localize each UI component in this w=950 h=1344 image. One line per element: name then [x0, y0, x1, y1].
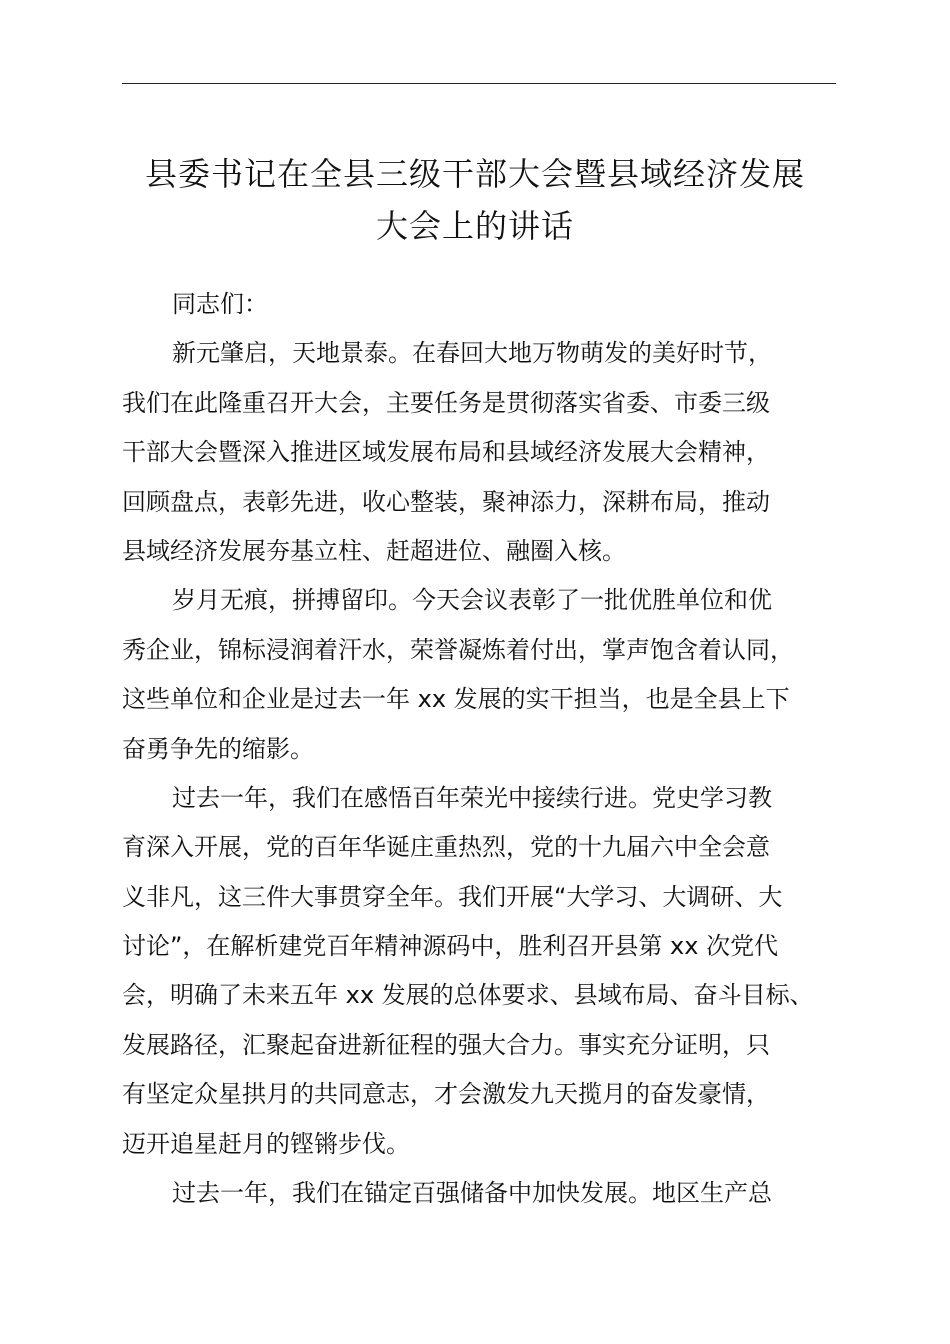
paragraph-line: 义非凡，这三件大事贯穿全年。我们开展“大学习、大调研、大 — [122, 882, 783, 911]
paragraph-line: 过去一年，我们在感悟百年荣光中接续行进。党史学习教 — [172, 783, 772, 812]
title-line: 大会上的讲话 — [375, 207, 574, 245]
paragraph-line: 会，明确了未来五年 xx 发展的总体要求、县域布局、奋斗目标、 — [122, 981, 814, 1010]
paragraph-line: 我们在此隆重召开大会，主要任务是贯彻落实省委、市委三级 — [122, 388, 770, 417]
paragraph-line: 讨论”，在解析建党百年精神源码中，胜利召开县第 xx 次党代 — [122, 932, 779, 961]
paragraph-line: 有坚定众星拱月的共同意志，才会激发九天揽月的奋发豪情， — [122, 1080, 770, 1109]
paragraph-line: 回顾盘点，表彰先进，收心整装，聚神添力，深耕布局，推动 — [122, 487, 770, 516]
paragraph-line: 这些单位和企业是过去一年 xx 发展的实干担当，也是全县上下 — [122, 685, 790, 714]
paragraph-line: 秀企业，锦标浸润着汗水，荣誉凝炼着付出，掌声饱含着认同， — [122, 635, 794, 664]
paragraph-line: 育深入开展，党的百年华诞庄重热烈，党的十九届六中全会意 — [122, 833, 770, 862]
paragraph-line: 岁月无痕，拼搏留印。今天会议表彰了一批优胜单位和优 — [172, 586, 772, 615]
paragraph-line: 迈开追星赶月的铿锵步伐。 — [122, 1129, 410, 1158]
paragraph-line: 县域经济发展夯基立柱、赶超进位、融圈入核。 — [122, 536, 626, 565]
paragraph-line: 发展路径，汇聚起奋进新征程的强大合力。事实充分证明，只 — [122, 1030, 770, 1059]
document-body — [122, 280, 836, 1218]
paragraph-line: 新元肇启，天地景泰。在春回大地万物萌发的美好时节， — [172, 339, 772, 368]
document-title — [100, 148, 850, 252]
salutation-line: 同志们： — [172, 290, 268, 318]
paragraph-line: 干部大会暨深入推进区域发展布局和县域经济发展大会精神， — [122, 438, 770, 467]
header-rule — [122, 83, 836, 84]
paragraph-line: 过去一年，我们在锚定百强储备中加快发展。地区生产总 — [172, 1179, 772, 1208]
paragraph-line: 奋勇争先的缩影。 — [122, 734, 314, 763]
title-line: 县委书记在全县三级干部大会暨县域经济发展 — [144, 155, 805, 193]
